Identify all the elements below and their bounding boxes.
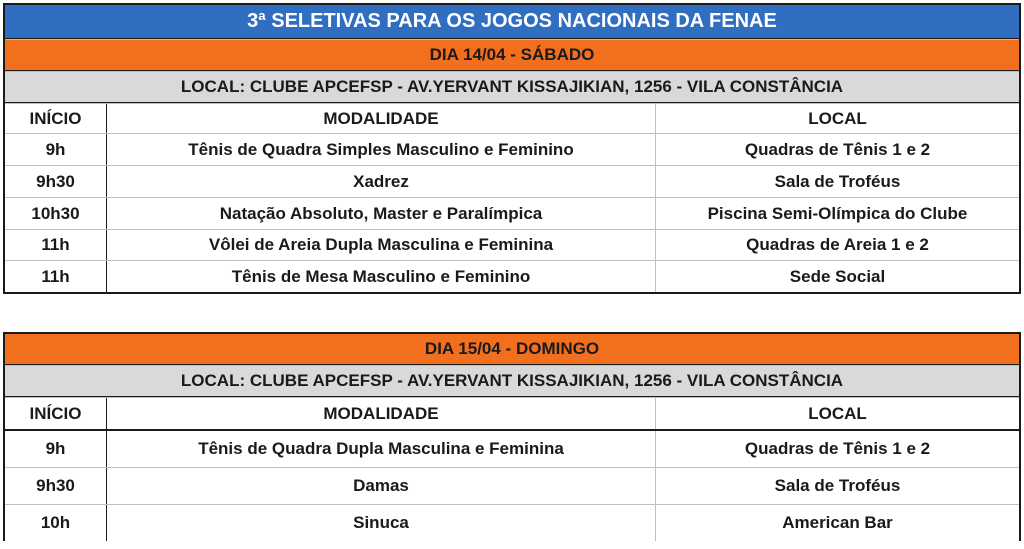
col-header-local: LOCAL — [808, 108, 867, 128]
schedule-table-sunday — [3, 332, 1021, 541]
cell-modalidade: Xadrez — [107, 166, 656, 197]
cell-modalidade: Natação Absoluto, Master e Paralímpica — [107, 198, 656, 229]
cell-modalidade: Tênis de Quadra Dupla Masculina e Feminina — [107, 431, 656, 467]
table-row — [5, 505, 1019, 541]
cell-inicio: 11h — [5, 261, 107, 292]
cell-modalidade: Tênis de Mesa Masculino e Feminino — [107, 261, 656, 292]
col-header-local: LOCAL — [808, 403, 867, 423]
table-row — [5, 468, 1019, 505]
col-header-modalidade: MODALIDADE — [107, 104, 656, 133]
col-header-inicio: INÍCIO — [5, 398, 107, 429]
table-row — [5, 261, 1019, 292]
cell-modalidade: Sinuca — [107, 505, 656, 541]
location-header: LOCAL: CLUBE APCEFSP - AV.YERVANT KISSAJIKIAN, 1256 - VILA CONSTÂNCIA — [5, 366, 1019, 397]
cell-inicio: 9h — [5, 431, 107, 467]
page-title: 3ª SELETIVAS PARA OS JOGOS NACIONAIS DA FENAE — [5, 5, 1019, 39]
cell-local: Quadras de Tênis 1 e 2 — [744, 139, 931, 159]
cell-inicio: 9h30 — [5, 166, 107, 197]
cell-inicio: 9h — [5, 134, 107, 165]
cell-local: Sala de Troféus — [774, 476, 901, 495]
table-row — [5, 230, 1019, 261]
day-header: DIA 15/04 - DOMINGO — [5, 334, 1019, 365]
cell-inicio: 10h30 — [5, 198, 107, 229]
cell-inicio: 9h30 — [5, 468, 107, 504]
column-headers — [5, 398, 1019, 431]
cell-inicio: 10h — [5, 505, 107, 541]
cell-local: Piscina Semi-Olímpica do Clube — [707, 203, 968, 223]
cell-local: Quadras de Tênis 1 e 2 — [744, 439, 931, 458]
cell-local: Sede Social — [789, 266, 886, 286]
location-header: LOCAL: CLUBE APCEFSP - AV.YERVANT KISSAJIKIAN, 1256 - VILA CONSTÂNCIA — [5, 72, 1019, 103]
cell-local: Sala de Troféus — [774, 171, 901, 191]
day-header: DIA 14/04 - SÁBADO — [5, 40, 1019, 71]
cell-local: Quadras de Areia 1 e 2 — [746, 235, 929, 254]
cell-modalidade: Vôlei de Areia Dupla Masculina e Feminina — [107, 230, 656, 260]
table-row — [5, 198, 1019, 230]
table-row — [5, 166, 1019, 198]
cell-inicio: 11h — [5, 230, 107, 260]
table-row — [5, 134, 1019, 166]
cell-local: American Bar — [782, 513, 893, 532]
cell-modalidade: Tênis de Quadra Simples Masculino e Feminino — [107, 134, 656, 165]
col-header-inicio: INÍCIO — [5, 104, 107, 133]
schedule-table-saturday — [3, 3, 1021, 294]
column-headers — [5, 104, 1019, 134]
cell-modalidade: Damas — [107, 468, 656, 504]
col-header-modalidade: MODALIDADE — [107, 398, 656, 429]
table-row — [5, 431, 1019, 468]
